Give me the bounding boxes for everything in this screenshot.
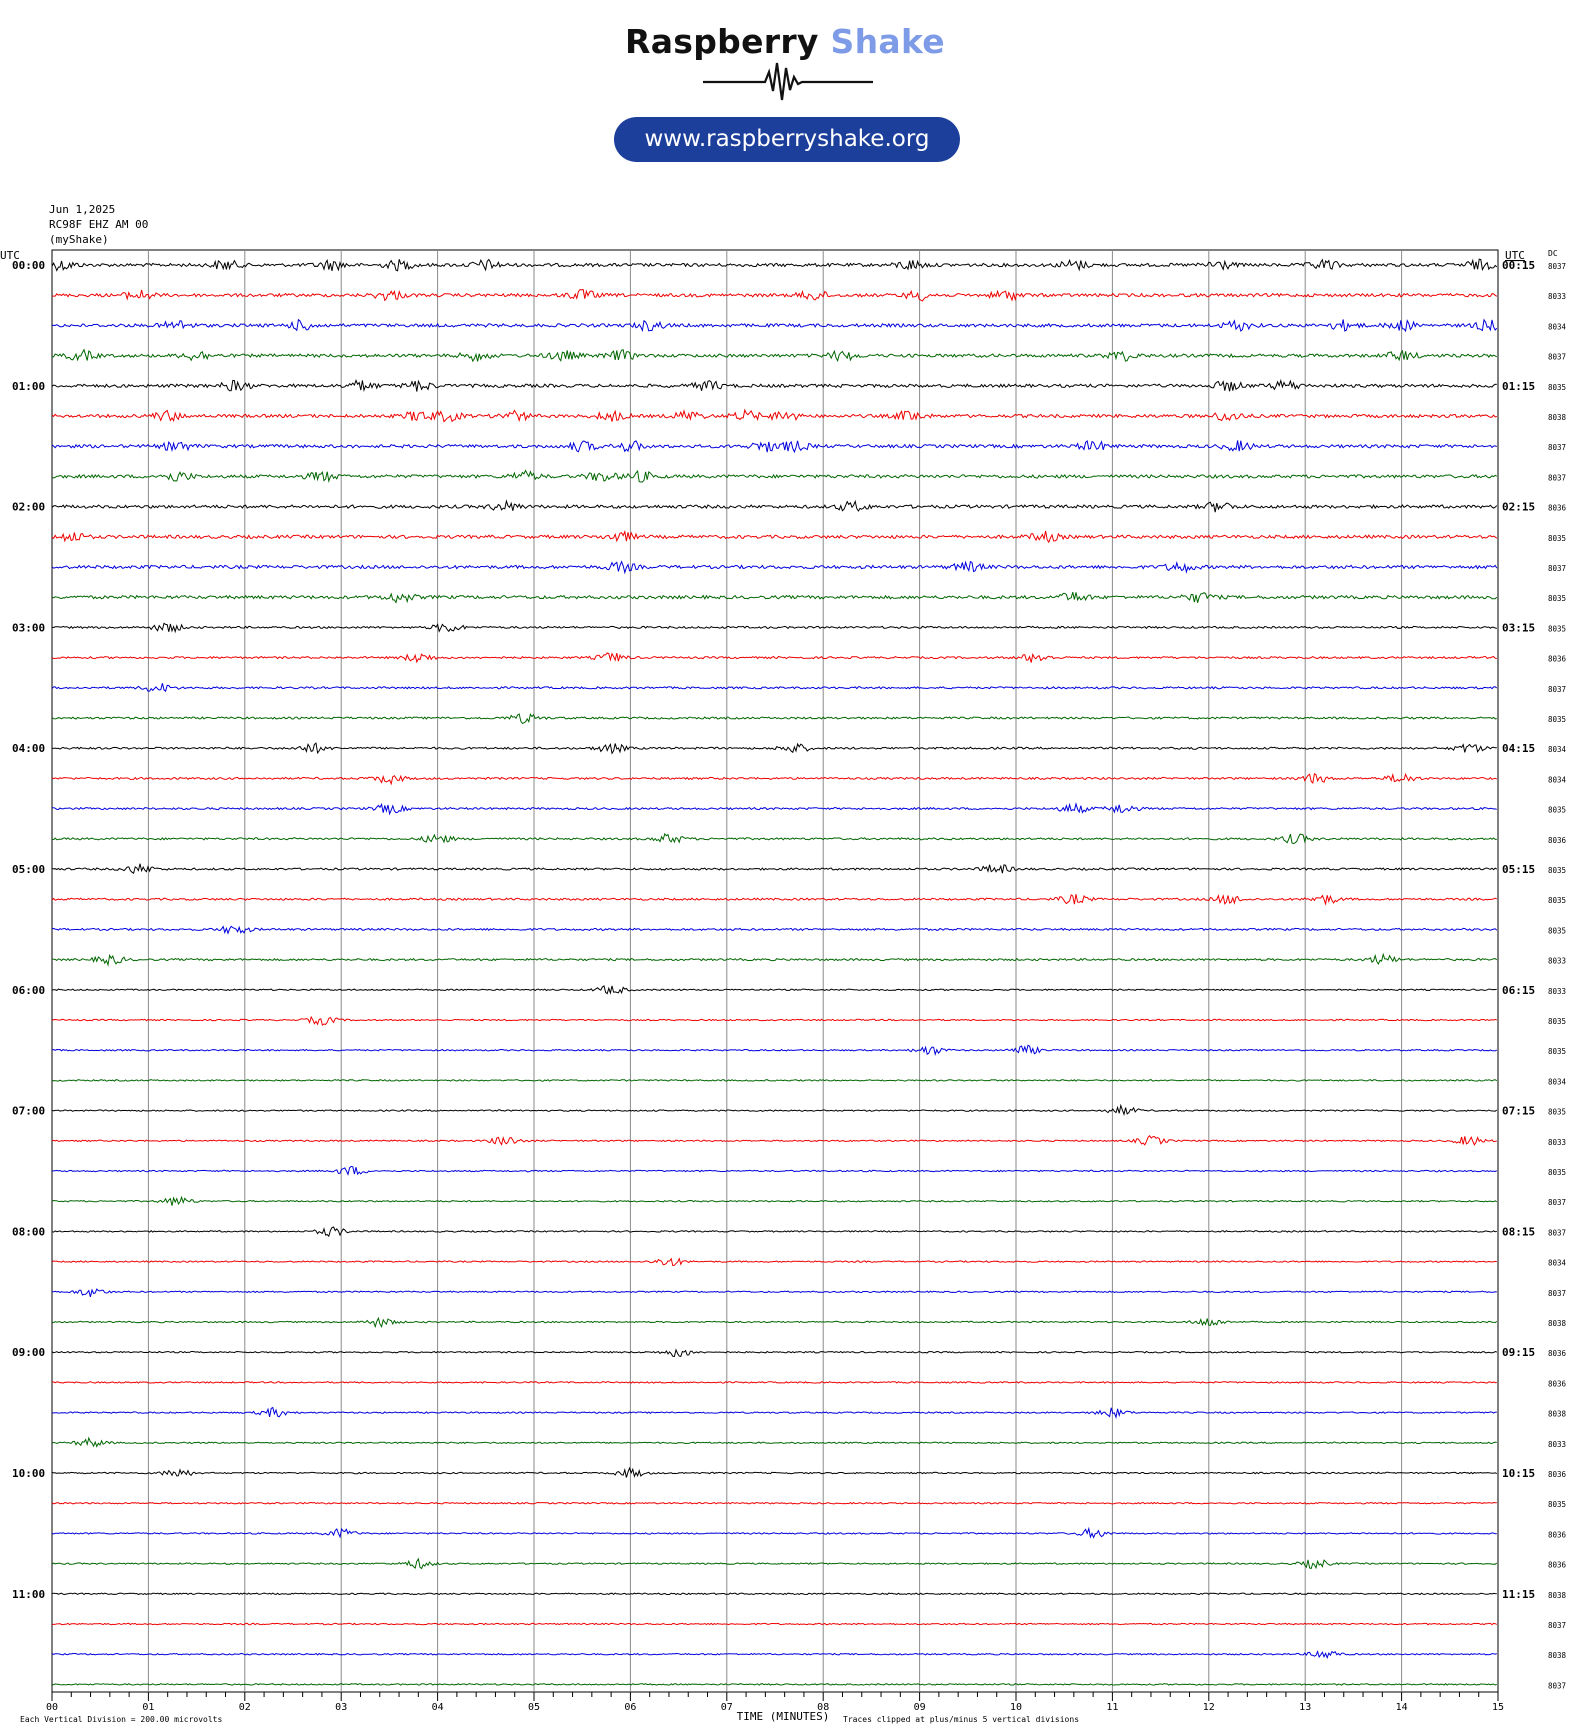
logo-title-part2: Shake [830, 22, 945, 61]
dc-offset-label: 8035 [1548, 1168, 1567, 1177]
dc-offset-label: 8036 [1548, 1530, 1567, 1540]
utc-hour-label: 06:00 [12, 983, 46, 997]
trace-line [52, 1136, 1497, 1145]
trace-line [52, 259, 1497, 271]
trace-line [52, 986, 1497, 994]
trace-line [52, 1227, 1497, 1236]
record-date: Jun 1,2025 [49, 203, 116, 216]
website-url: www.raspberryshake.org [614, 117, 960, 162]
plot-grid [52, 250, 1498, 1701]
x-axis-title: TIME (MINUTES) [736, 1710, 830, 1723]
x-tick-label: 00 [45, 1702, 59, 1713]
dc-offset-label: 8033 [1548, 1137, 1567, 1147]
x-tick-label: 01 [142, 1702, 155, 1713]
trace-line [52, 320, 1497, 332]
logo-title-part1: Raspberry [625, 22, 819, 61]
dc-offset-label: 8037 [1548, 262, 1567, 271]
utc-quarter-label: 09:15 [1502, 1346, 1536, 1360]
trace-line [52, 290, 1497, 301]
dc-offset-label: 8035 [1548, 866, 1567, 875]
trace-line [52, 410, 1497, 422]
x-tick-label: 13 [1299, 1702, 1312, 1713]
trace-line [52, 864, 1497, 873]
dc-offset-label: 8033 [1548, 1439, 1567, 1449]
x-tick-label: 08 [817, 1702, 830, 1713]
dc-offset-label: 8035 [1548, 1500, 1567, 1510]
dc-offset-label: 8034 [1548, 322, 1567, 332]
utc-quarter-label: 00:15 [1502, 259, 1536, 272]
x-tick-label: 14 [1395, 1702, 1408, 1713]
trace-line [52, 1318, 1497, 1327]
dc-offset-label: 8034 [1548, 1258, 1567, 1268]
trace-line [52, 1593, 1497, 1594]
trace-line [52, 683, 1497, 691]
x-tick-label: 04 [431, 1702, 444, 1713]
utc-quarter-label: 04:15 [1502, 742, 1536, 756]
trace-line [52, 1382, 1497, 1383]
dc-offset-label: 8037 [1548, 1681, 1567, 1691]
dc-offset-label: 8038 [1548, 1651, 1567, 1661]
trace-line [52, 1438, 1497, 1447]
utc-hour-label: 11:00 [12, 1587, 46, 1601]
trace-line [52, 1468, 1497, 1477]
utc-quarter-label: 07:15 [1502, 1104, 1536, 1118]
dc-offset-label: 8036 [1548, 503, 1567, 513]
trace-line [52, 653, 1497, 663]
dc-offset-label: 8036 [1548, 654, 1567, 664]
trace-line [52, 1259, 1497, 1266]
trace-line [52, 1529, 1497, 1538]
trace-line [52, 1289, 1497, 1297]
x-tick-label: 10 [1009, 1702, 1023, 1713]
utc-quarter-label: 10:15 [1502, 1467, 1536, 1480]
dc-offset-label: 8037 [1548, 352, 1567, 362]
plot-frame [52, 250, 1498, 1692]
trace-line [52, 623, 1497, 632]
dc-offset-label: 8038 [1548, 1590, 1567, 1600]
utc-quarter-label: 02:15 [1502, 500, 1536, 514]
trace-line [52, 592, 1497, 603]
trace-line [52, 1106, 1497, 1115]
x-tick-label: 03 [335, 1702, 348, 1713]
dc-offset-label: 8035 [1548, 594, 1567, 604]
dc-offset-label: 8037 [1548, 1621, 1567, 1630]
trace-line [52, 501, 1497, 512]
trace-line [52, 1017, 1497, 1025]
x-tick-label: 11 [1106, 1702, 1119, 1713]
dc-offset-label: 8035 [1548, 1047, 1567, 1057]
trace-line [52, 954, 1497, 964]
dc-offset-label: 8038 [1548, 1319, 1567, 1328]
utc-hour-label: 01:00 [12, 379, 46, 393]
utc-hour-label: 04:00 [12, 742, 46, 756]
dc-offset-label: 8035 [1548, 896, 1567, 906]
trace-line [52, 834, 1497, 844]
dc-offset-label: 8036 [1548, 835, 1567, 845]
x-tick-label: 15 [1491, 1702, 1505, 1713]
dc-offset-label: 8036 [1548, 1349, 1567, 1359]
dc-offset-label: 8036 [1548, 1379, 1567, 1389]
x-tick-label: 06 [624, 1702, 637, 1713]
dc-offset-label: 8037 [1548, 1198, 1567, 1208]
dc-offset-label: 8035 [1548, 715, 1567, 724]
trace-line [52, 804, 1497, 814]
utc-hour-label: 03:00 [12, 621, 46, 635]
footer-clip-note: Traces clipped at plus/minus 5 vertical divisions [843, 1715, 1080, 1724]
x-tick-label: 05 [527, 1702, 541, 1713]
trace-line [52, 1080, 1497, 1081]
dc-offset-label: 8037 [1548, 473, 1567, 483]
utc-hour-label: 08:00 [12, 1225, 46, 1239]
dc-offset-label: 8034 [1548, 745, 1567, 755]
x-tick-label: 02 [238, 1702, 251, 1713]
dc-offset-label: 8037 [1548, 684, 1567, 694]
dc-offset-label: 8037 [1548, 1288, 1567, 1298]
dc-offset-label: 8034 [1548, 775, 1567, 785]
utc-quarter-label: 06:15 [1502, 983, 1536, 997]
footer-scale-note: Each Vertical Division = 200.00 microvolts [20, 1715, 223, 1724]
trace-line [52, 562, 1497, 573]
left-axis-title: UTC [0, 249, 20, 262]
dc-offset-label: 8038 [1548, 1409, 1567, 1419]
trace-line [52, 471, 1497, 483]
dc-offset-label: 8037 [1548, 564, 1567, 573]
station-id: RC98F EHZ AM 00 [49, 218, 149, 231]
dc-offset-label: 8035 [1548, 382, 1567, 392]
dc-offset-label: 8035 [1548, 1107, 1567, 1117]
utc-quarter-label: 01:15 [1502, 379, 1536, 393]
trace-line [52, 1623, 1497, 1624]
utc-hour-label: 05:00 [12, 863, 46, 876]
right-axis-title: UTC [1505, 249, 1525, 262]
dc-offset-label: 8034 [1548, 1077, 1567, 1087]
x-tick-label: 09 [913, 1702, 926, 1713]
trace-line [52, 350, 1497, 362]
offset-title: DC [1548, 249, 1558, 258]
trace-line [52, 1684, 1497, 1685]
trace-line [52, 743, 1497, 753]
seismic-traces [52, 259, 1497, 1685]
dc-offset-label: 8035 [1548, 926, 1567, 936]
trace-line [52, 1197, 1497, 1205]
dc-offset-label: 8033 [1548, 986, 1567, 996]
dc-offset-label: 8037 [1548, 443, 1567, 453]
trace-line [52, 1350, 1497, 1357]
trace-line [52, 531, 1497, 542]
dc-offset-label: 8035 [1548, 805, 1567, 815]
dc-offset-label: 8035 [1548, 533, 1567, 543]
utc-hour-label: 09:00 [12, 1346, 46, 1360]
utc-quarter-label: 08:15 [1502, 1225, 1536, 1239]
trace-line [52, 380, 1497, 391]
dc-offset-label: 8037 [1548, 1228, 1567, 1238]
utc-hour-label: 00:00 [12, 259, 46, 272]
dc-offset-label: 8035 [1548, 1017, 1567, 1026]
dc-offset-label: 8035 [1548, 624, 1567, 634]
trace-line [52, 1503, 1497, 1504]
x-tick-label: 12 [1202, 1702, 1215, 1713]
x-tick-label: 07 [720, 1702, 733, 1713]
utc-quarter-label: 05:15 [1502, 863, 1536, 876]
trace-line [52, 1559, 1497, 1569]
data-source: (myShake) [49, 233, 109, 246]
trace-line [52, 894, 1497, 904]
trace-line [52, 1166, 1497, 1174]
trace-line [52, 714, 1497, 723]
utc-quarter-label: 11:15 [1502, 1587, 1536, 1601]
dc-offset-label: 8038 [1548, 413, 1567, 422]
dc-offset-label: 8033 [1548, 292, 1567, 302]
utc-hour-label: 02:00 [12, 500, 46, 514]
trace-line [52, 1652, 1497, 1658]
utc-quarter-label: 03:15 [1502, 621, 1536, 635]
trace-line [52, 774, 1497, 784]
trace-line [52, 1045, 1497, 1054]
utc-hour-label: 10:00 [12, 1467, 46, 1480]
dc-offset-label: 8036 [1548, 1470, 1567, 1479]
dc-offset-label: 8036 [1548, 1560, 1567, 1570]
trace-line [52, 440, 1497, 452]
trace-line [52, 1408, 1497, 1418]
utc-hour-label: 07:00 [12, 1104, 46, 1118]
trace-line [52, 926, 1497, 933]
dc-offset-label: 8033 [1548, 956, 1567, 966]
